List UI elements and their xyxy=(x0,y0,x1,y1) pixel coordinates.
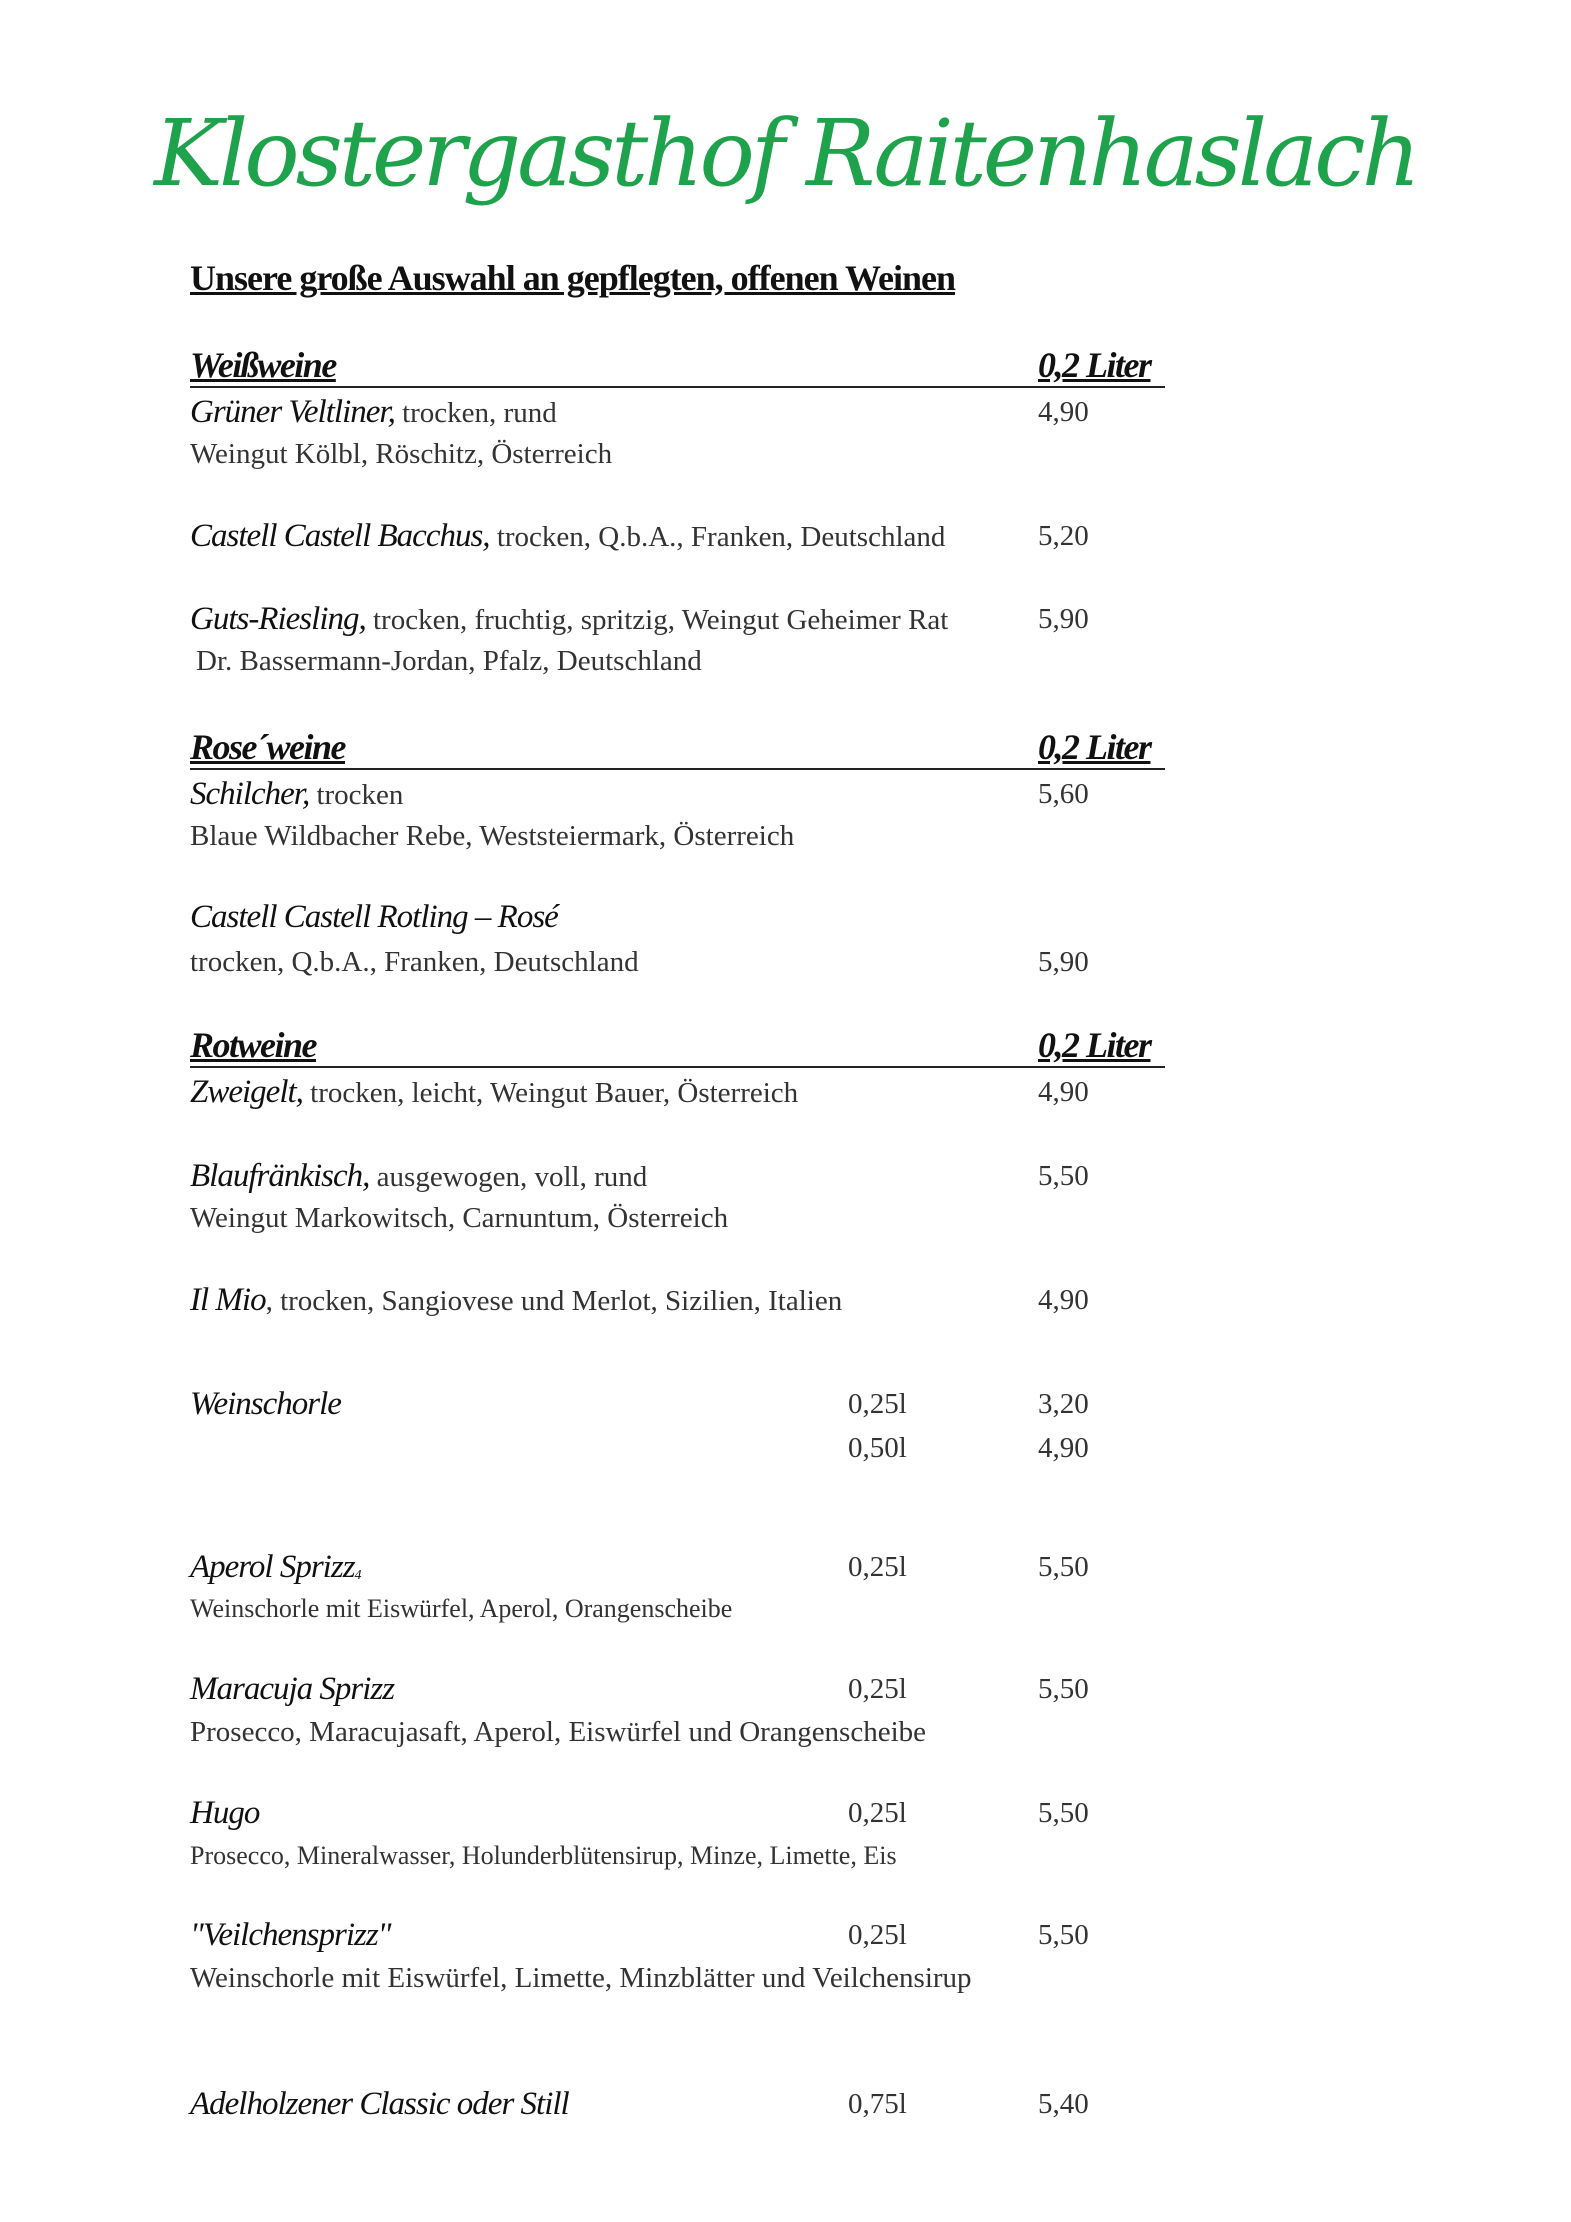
item-price: 5,50 xyxy=(1038,1551,1089,1583)
item-price: 5,50 xyxy=(1038,1797,1089,1829)
section-name: Weißweine xyxy=(190,345,336,385)
section-name: Rotweine xyxy=(190,1025,317,1065)
section-header-roseweine xyxy=(190,714,1165,770)
item-name: Zweigelt, xyxy=(190,1074,303,1110)
item-maracuja-sprizz: Maracuja Sprizz xyxy=(190,1671,395,1707)
section-volume: 0,2 Liter xyxy=(1038,727,1151,767)
item-volume: 0,25l xyxy=(848,1551,907,1583)
item-price: 5,50 xyxy=(1038,1160,1089,1192)
item-price: 4,90 xyxy=(1038,1284,1089,1316)
item-veilchensprizz: "Veilchensprizz" xyxy=(190,1917,391,1953)
item-desc: trocken, leicht, Weingut Bauer, Österreich xyxy=(302,1077,799,1109)
item-il-mio xyxy=(190,1282,842,1319)
item-price: 5,40 xyxy=(1038,2088,1089,2120)
item-name: Grüner Veltliner, xyxy=(190,394,395,430)
page-title: Klostergasthof Raitenhaslach xyxy=(154,100,1417,207)
item-name: Aperol Sprizz xyxy=(190,1549,355,1585)
item-footnote: 4 xyxy=(354,1568,361,1583)
item-desc-line2: trocken, Q.b.A., Franken, Deutschland xyxy=(190,946,639,978)
item-name: Guts-Riesling, xyxy=(190,601,366,637)
item-desc-line2: Weingut Kölbl, Röschitz, Österreich xyxy=(190,438,613,470)
item-desc-line2: Weingut Markowitsch, Carnuntum, Österreich xyxy=(190,1202,729,1234)
item-volume: 0,25l xyxy=(848,1919,907,1951)
item-desc: trocken, fruchtig, spritzig, Weingut Geheimer Rat xyxy=(365,604,949,636)
item-blaufraenkisch xyxy=(190,1158,647,1195)
item-name: Blaufränkisch, xyxy=(190,1158,370,1194)
item-castell-rotling: Castell Castell Rotling – Rosé xyxy=(190,899,558,935)
item-price: 4,90 xyxy=(1038,1076,1089,1108)
section-header-weissweine xyxy=(190,332,1165,388)
item-hugo: Hugo xyxy=(190,1795,260,1831)
item-desc-line2: Prosecco, Mineralwasser, Holunderblütensirup, Minze, Limette, Eis xyxy=(190,1841,897,1870)
item-volume: 0,75l xyxy=(848,2088,907,2120)
item-desc: trocken, rund xyxy=(394,397,557,429)
item-zweigelt xyxy=(190,1074,798,1111)
item-desc: , trocken, Sangiovese und Merlot, Sizilien, Italien xyxy=(265,1285,843,1317)
item-volume: 0,25l xyxy=(848,1388,907,1420)
item-price: 5,90 xyxy=(1038,603,1089,635)
section-volume: 0,2 Liter xyxy=(1038,345,1151,385)
item-volume: 0,50l xyxy=(848,1432,907,1464)
item-guts-riesling xyxy=(190,601,948,638)
item-aperol-sprizz xyxy=(190,1549,361,1586)
section-name: Rose´weine xyxy=(190,727,345,767)
item-price: 4,90 xyxy=(1038,1432,1089,1464)
item-price: 5,50 xyxy=(1038,1919,1089,1951)
section-volume: 0,2 Liter xyxy=(1038,1025,1151,1065)
item-desc: trocken, Q.b.A., Franken, Deutschland xyxy=(489,521,946,553)
item-desc-line2: Dr. Bassermann-Jordan, Pfalz, Deutschland xyxy=(196,645,702,677)
item-price: 5,20 xyxy=(1038,520,1089,552)
item-castell-bacchus xyxy=(190,518,945,555)
item-adelholzener: Adelholzener Classic oder Still xyxy=(190,2086,569,2122)
item-weinschorle: Weinschorle xyxy=(190,1386,341,1422)
item-desc-line2: Prosecco, Maracujasaft, Aperol, Eiswürfel und Orangenscheibe xyxy=(190,1716,927,1748)
item-desc-line2: Blaue Wildbacher Rebe, Weststeiermark, Österreich xyxy=(190,820,795,852)
section-header-rotweine xyxy=(190,1012,1165,1068)
item-desc: trocken xyxy=(309,779,404,811)
item-volume: 0,25l xyxy=(848,1797,907,1829)
item-price: 5,90 xyxy=(1038,946,1089,978)
item-schilcher xyxy=(190,776,403,813)
item-price: 4,90 xyxy=(1038,396,1089,428)
menu-subtitle: Unsere große Auswahl an gepflegten, offenen Weinen xyxy=(190,258,956,298)
item-volume: 0,25l xyxy=(848,1673,907,1705)
item-gruener-veltliner xyxy=(190,394,557,431)
item-price: 3,20 xyxy=(1038,1388,1089,1420)
item-name: Il Mio xyxy=(190,1282,266,1318)
item-price: 5,60 xyxy=(1038,778,1089,810)
item-name: Schilcher, xyxy=(190,776,310,812)
item-desc-line2: Weinschorle mit Eiswürfel, Aperol, Orangenscheibe xyxy=(190,1594,733,1623)
item-desc: ausgewogen, voll, rund xyxy=(369,1161,648,1193)
item-price: 5,50 xyxy=(1038,1673,1089,1705)
item-name: Castell Castell Bacchus, xyxy=(190,518,490,554)
item-desc-line2: Weinschorle mit Eiswürfel, Limette, Minzblätter und Veilchensirup xyxy=(190,1962,972,1994)
